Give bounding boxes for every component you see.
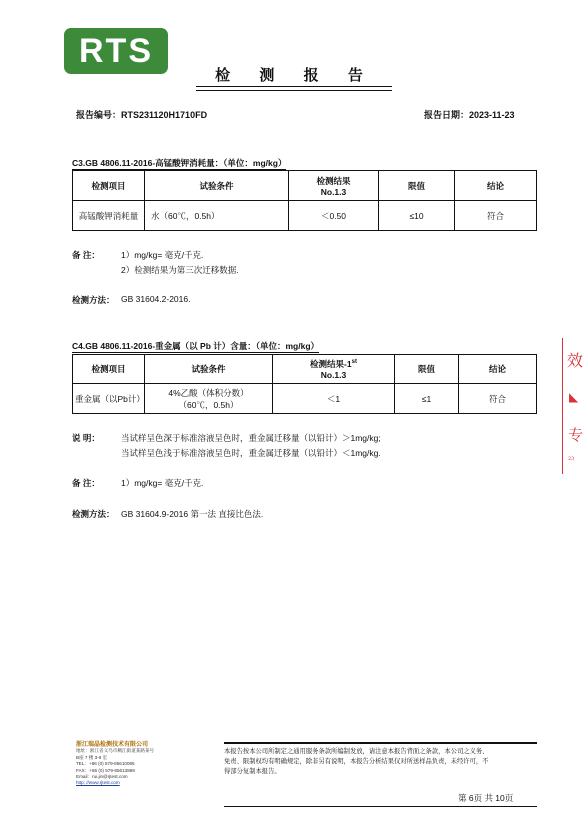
header-limit: 限值 — [395, 355, 459, 384]
company-fax: FAX：+86 (0) 579-85613869 — [76, 767, 135, 773]
company-tel: TEL：+86 (0) 579-85610065 — [76, 761, 135, 767]
page-number: 第 6页 共 10页 — [458, 793, 514, 803]
company-address-1: 地址：浙江省义乌市稠江街道某路某号 — [76, 748, 155, 754]
header-limit: 限值 — [379, 171, 455, 201]
section-c3-method: GB 31604.2-2016. — [121, 294, 191, 304]
report-number-value: RTS231120H1710FD — [121, 110, 208, 120]
section-c4-method-label: 检测方法： — [72, 509, 115, 519]
company-name: 浙江瑞晶检测技术有限公司 — [76, 742, 149, 748]
cell-result: ＜1 — [273, 384, 395, 414]
header-conditions: 试验条件 — [145, 355, 273, 384]
disclaimer-line-2: 免责、限制权均有明确规定，除非另有说明，本报告分析结果仅对所送样品负责，未经许可，不 — [224, 758, 489, 765]
seal-glyph-2: 专 — [568, 426, 584, 444]
seal-mark: ◣ — [569, 390, 579, 404]
header-conclusion: 结论 — [459, 355, 537, 384]
header-test-item: 检测项目 — [73, 171, 145, 201]
logo-text: RTS — [79, 31, 153, 70]
cell-conclusion: 符合 — [459, 384, 537, 414]
header-result-sup: st — [351, 359, 357, 366]
disclaimer-line-1: 本报告按本公司所制定之通用服务条款所编制发放，请注意本报告背面之条款，本公司之义务、 — [224, 748, 489, 755]
cell-conclusion: 符合 — [455, 201, 537, 231]
document-title: 检 测 报 告 — [215, 66, 375, 84]
section-c3-note-label: 备 注： — [72, 250, 100, 260]
header-result — [289, 171, 379, 201]
table-header-row — [73, 171, 537, 201]
footer-rule — [224, 806, 537, 807]
header-conclusion: 结论 — [455, 171, 537, 201]
seal-glyph-1: 效 — [567, 351, 584, 370]
disclaimer-line-3: 得部分复制本报告。 — [224, 768, 281, 775]
section-c4-explain-1: 当试样呈色深于标准溶液呈色时，重金属迁移量（以铅计）＞1mg/kg; — [121, 433, 381, 443]
cell-test-item: 高锰酸钾消耗量 — [73, 201, 145, 231]
cell-conditions — [145, 384, 273, 414]
header-result-line1: 检测结果-1 — [310, 359, 352, 369]
disclaimer-block — [224, 742, 537, 777]
cell-conditions-line2: （60℃，0.5h） — [178, 399, 239, 410]
report-date — [424, 108, 515, 121]
section-c4-explain-label: 说 明： — [72, 433, 100, 443]
table-row — [73, 201, 537, 231]
section-c4-explain-2: 当试样呈色浅于标准溶液呈色时，重金属迁移量（以铅计）＜1mg/kg. — [121, 448, 381, 458]
section-c4-note-1: 1）mg/kg= 毫克/千克. — [121, 478, 204, 488]
header-result-line1: 检测结果 — [316, 175, 351, 186]
header-result-line2: No.1.3 — [320, 186, 347, 197]
cell-limit: ≤1 — [395, 384, 459, 414]
section-c3-title: C3.GB 4806.11-2016-高锰酸钾消耗量：（单位：mg/kg） — [72, 158, 287, 168]
table-row — [73, 384, 537, 414]
cell-conditions: 水（60℃，0.5h） — [145, 201, 289, 231]
report-number — [76, 108, 207, 121]
section-c4-table — [72, 354, 537, 414]
section-c4-note-label: 备 注： — [72, 478, 100, 488]
section-c3-note-1: 1）mg/kg= 毫克/千克. — [121, 250, 204, 260]
section-c4-method: GB 31604.9-2016 第一法 直接比色法. — [121, 509, 264, 519]
report-number-label: 报告编号： — [76, 110, 122, 120]
report-date-value: 2023-11-23 — [469, 110, 515, 120]
header-conditions: 试验条件 — [145, 171, 289, 201]
cell-limit: ≤10 — [379, 201, 455, 231]
header-result — [273, 355, 395, 384]
section-c3-method-label: 检测方法： — [72, 295, 115, 305]
header-test-item: 检测项目 — [73, 355, 145, 384]
title-underline — [196, 86, 392, 91]
cell-conditions-line1: 4%乙酸（体积分数） — [168, 387, 249, 398]
table-header-row — [73, 355, 537, 384]
seal-stamp — [562, 338, 584, 474]
section-c3-table — [72, 170, 537, 231]
cell-result: ＜0.50 — [289, 201, 379, 231]
company-email: Email：rui.jin@rjtest.com — [76, 774, 128, 780]
header-result-line2: No.1.3 — [320, 370, 347, 380]
section-c4-title: C4.GB 4806.11-2016-重金属（以 Pb 计）含量：（单位：mg/kg） — [72, 341, 320, 351]
seal-digits: 23 — [568, 456, 575, 462]
cell-test-item: 重金属（以Pb计） — [73, 384, 145, 414]
company-contact-block — [76, 742, 154, 787]
company-website: http: //www.rjtest.com — [76, 780, 120, 786]
rts-logo — [64, 28, 168, 74]
section-c3-note-2: 2）检测结果为第三次迁移数据. — [121, 265, 239, 275]
report-date-label: 报告日期： — [424, 110, 470, 120]
company-address-2: B座 7 楼 3-6 室 — [76, 754, 108, 760]
